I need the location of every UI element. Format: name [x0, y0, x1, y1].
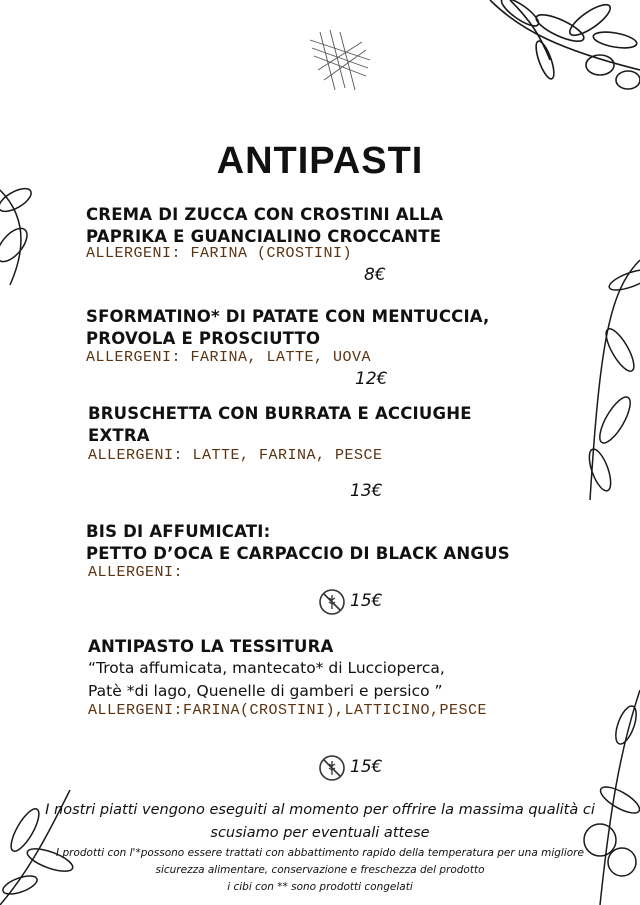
dish-name-line: BIS DI AFFUMICATI: [86, 522, 271, 541]
dish-price: 8€ [364, 265, 386, 285]
footer-note-line: I nostri piatti vengono eseguiti al momento per offrire la massima qualità ci [45, 802, 595, 818]
footer-disclaimer-line: I prodotti con l'*possono essere trattati con abbattimento rapido della temperatura per una migliore [56, 847, 584, 859]
dish-name-line: ANTIPASTO LA TESSITURA [88, 637, 334, 656]
allergen-info: ALLERGENI: [88, 564, 184, 581]
footer-disclaimer-line: i cibi con ** sono prodotti congelati [227, 881, 413, 893]
olive-branch-right-illustration [560, 250, 640, 510]
page-title: ANTIPASTI [216, 140, 424, 182]
olive-branch-left-illustration [0, 180, 40, 290]
dish-price: 15€ [350, 757, 383, 777]
dish-price: 15€ [350, 591, 383, 611]
dish-description-line: “Trota affumicata, mantecato* di Luccioperca, [88, 659, 445, 677]
dish-description-line: Patè *di lago, Quenelle di gamberi e persico ” [88, 682, 443, 700]
dish-name-line: PROVOLA E PROSCIUTTO [86, 329, 321, 348]
footer-note-line: scusiamo per eventuali attese [210, 825, 430, 841]
allergen-info: ALLERGENI: FARINA (CROSTINI) [86, 245, 353, 262]
dish-name-line: PAPRIKA E GUANCIALINO CROCCANTE [86, 227, 442, 246]
allergen-info: ALLERGENI: LATTE, FARINA, PESCE [88, 447, 383, 464]
footer-disclaimer-line: sicurezza alimentare, conservazione e freschezza del prodotto [155, 864, 485, 876]
dish-name-line: EXTRA [88, 426, 150, 445]
dish-name-line: CREMA DI ZUCCA CON CROSTINI ALLA [86, 205, 444, 224]
dish-price: 13€ [350, 481, 383, 501]
dish-name-line: PETTO D’OCA E CARPACCIO DI BLACK ANGUS [86, 544, 510, 563]
woven-texture-illustration [300, 20, 380, 100]
gluten-free-icon [318, 588, 346, 616]
allergen-info: ALLERGENI: FARINA, LATTE, UOVA [86, 349, 372, 366]
gluten-free-icon [318, 754, 346, 782]
allergen-info: ALLERGENI:FARINA(CROSTINI),LATTICINO,PESCE [88, 702, 488, 719]
olive-branch-top-right-illustration [450, 0, 640, 130]
dish-price: 12€ [355, 369, 388, 389]
dish-name-line: SFORMATINO* DI PATATE CON MENTUCCIA, [86, 307, 490, 326]
dish-name-line: BRUSCHETTA CON BURRATA E ACCIUGHE [88, 404, 472, 423]
